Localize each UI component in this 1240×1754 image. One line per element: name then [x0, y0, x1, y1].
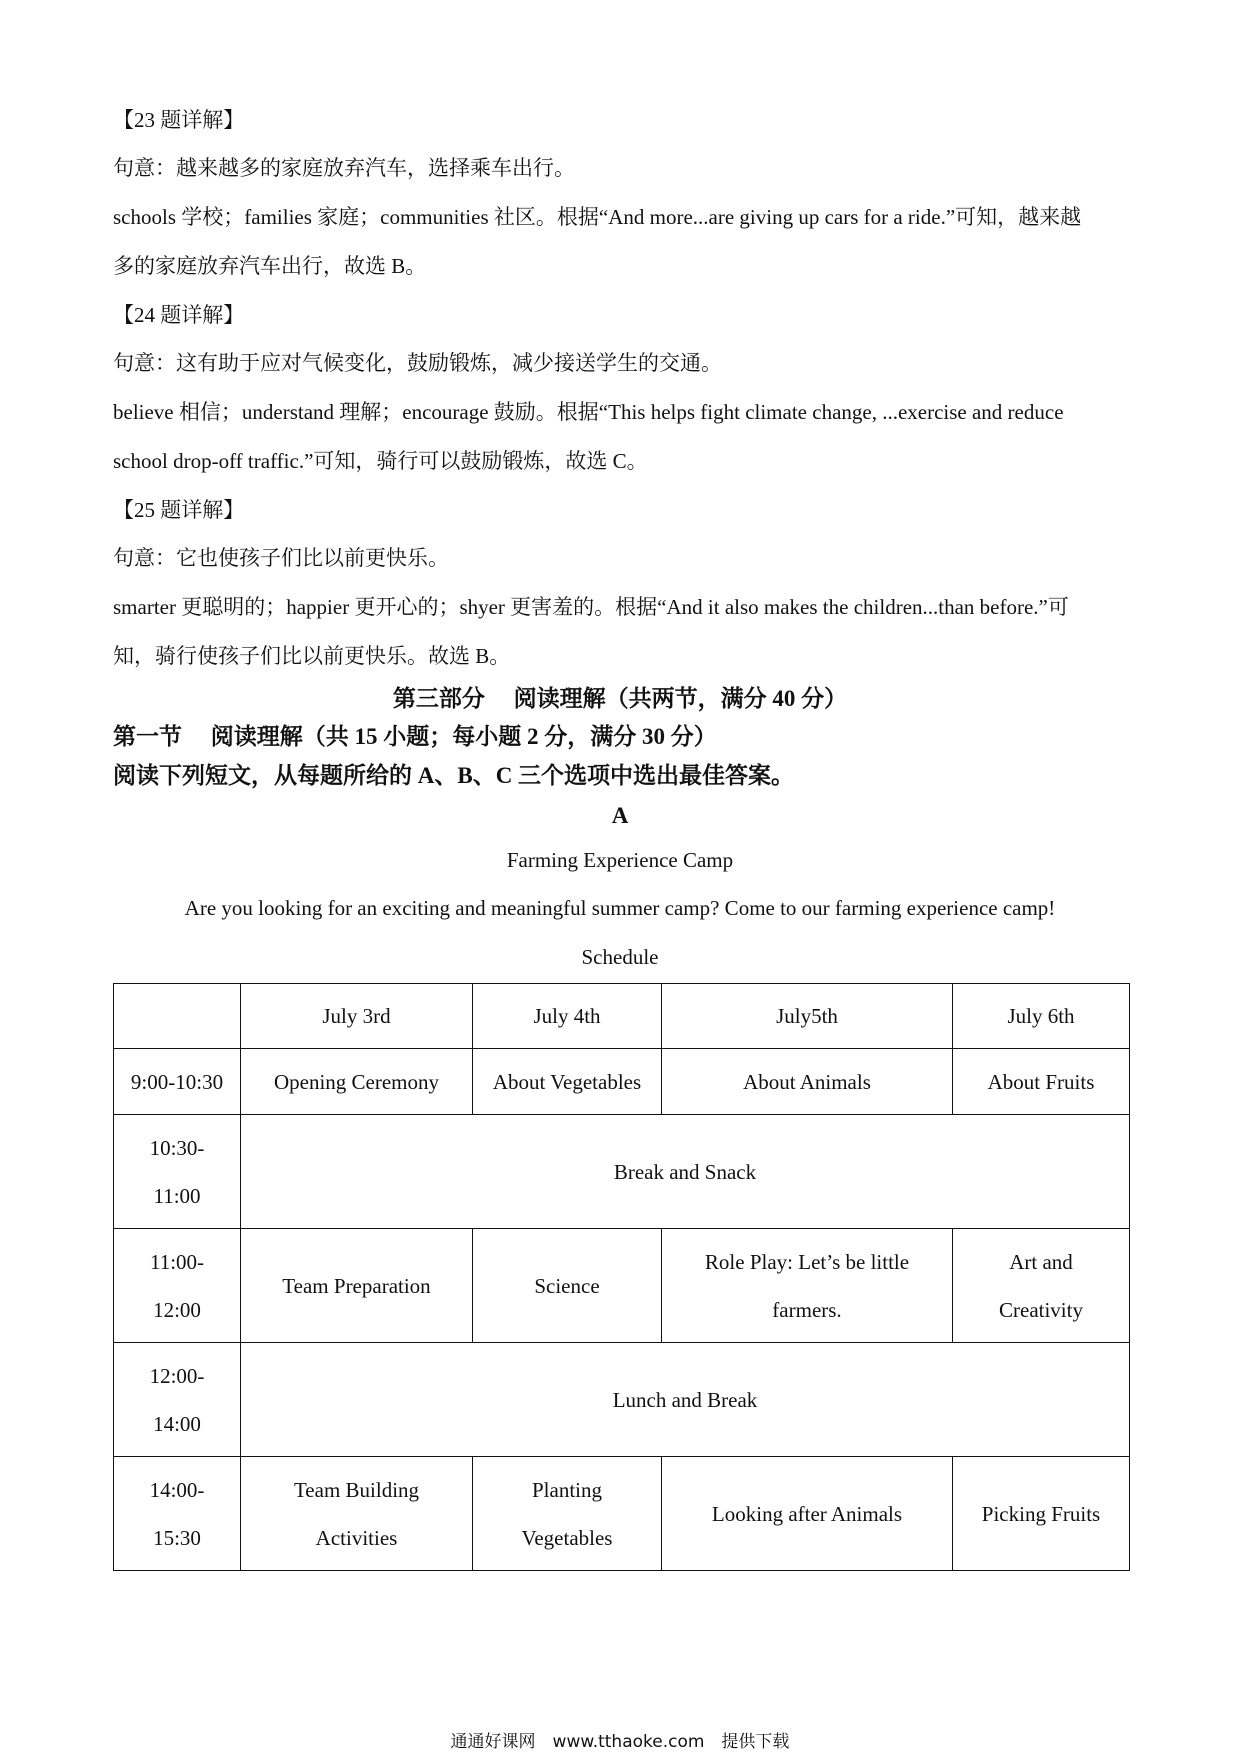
q24-heading: 【24 题详解】 [113, 303, 245, 327]
activity-line: Art and [1009, 1249, 1073, 1274]
activity-cell: About Fruits [953, 1049, 1130, 1115]
time-end: 11:00 [153, 1183, 201, 1208]
activity-cell: Science [473, 1229, 662, 1343]
page-footer: 通通好课网 www.tthaoke.com 提供下载 [450, 1732, 790, 1752]
q23-explanation-line2: 多的家庭放弃汽车出行，故选 B。 [113, 254, 427, 278]
header-cell-july-5th: July5th [662, 984, 953, 1049]
time-start: 10:30- [149, 1135, 205, 1160]
header-cell-empty [114, 984, 241, 1049]
table-row [114, 1229, 1130, 1343]
activity-cell: Team Preparation [241, 1229, 473, 1343]
time-end: 15:30 [153, 1525, 201, 1550]
activity-cell [662, 1229, 953, 1343]
q23-meaning: 句意：越来越多的家庭放弃汽车，选择乘车出行。 [113, 156, 575, 180]
merged-activity-cell: Break and Snack [241, 1115, 1130, 1229]
passage-title: Farming Experience Camp [506, 848, 734, 872]
q24-meaning: 句意：这有助于应对气候变化，鼓励锻炼，减少接送学生的交通。 [113, 351, 722, 375]
activity-cell: Opening Ceremony [241, 1049, 473, 1115]
passage-intro: Are you looking for an exciting and meaningful summer camp? Come to our farming experience camp! [184, 896, 1056, 920]
time-start: 11:00- [149, 1249, 205, 1274]
passage-letter: A [611, 803, 629, 828]
q24-explanation-line2: school drop-off traffic.”可知，骑行可以鼓励锻炼，故选 C。 [113, 449, 648, 473]
time-cell [114, 1457, 241, 1571]
activity-line: Role Play: Let’s be little [704, 1249, 910, 1274]
activity-line: Vegetables [521, 1525, 613, 1550]
activity-cell [953, 1229, 1130, 1343]
q25-heading: 【25 题详解】 [113, 498, 245, 522]
q25-explanation-line2: 知，骑行使孩子们比以前更快乐。故选 B。 [113, 644, 511, 668]
schedule-caption: Schedule [581, 945, 659, 969]
activity-line: farmers. [772, 1297, 842, 1322]
table-row [114, 1115, 1130, 1229]
time-cell [114, 1229, 241, 1343]
time-end: 12:00 [153, 1297, 201, 1322]
activity-cell [241, 1457, 473, 1571]
activity-line: Activities [315, 1525, 398, 1550]
q25-explanation-line1: smarter 更聪明的；happier 更开心的；shyer 更害羞的。根据“And it also makes the children...than before.”可 [113, 595, 1069, 619]
header-cell-july-3rd: July 3rd [241, 984, 473, 1049]
activity-line: Team Building [293, 1477, 420, 1502]
q25-meaning: 句意：它也使孩子们比以前更快乐。 [113, 546, 449, 570]
time-cell [114, 1343, 241, 1457]
activity-line: Creativity [999, 1297, 1083, 1322]
part-title: 第三部分 阅读理解（共两节，满分 40 分） [392, 686, 848, 711]
time-start: 14:00- [149, 1477, 205, 1502]
table-row [114, 1457, 1130, 1571]
activity-cell: Looking after Animals [662, 1457, 953, 1571]
instruction: 阅读下列短文，从每题所给的 A、B、C 三个选项中选出最佳答案。 [113, 763, 795, 788]
q23-heading: 【23 题详解】 [113, 108, 245, 132]
time-cell: 9:00-10:30 [114, 1049, 241, 1115]
time-start: 12:00- [149, 1363, 205, 1388]
header-cell-july-6th: July 6th [953, 984, 1130, 1049]
activity-cell: About Vegetables [473, 1049, 662, 1115]
q23-explanation-line1: schools 学校；families 家庭；communities 社区。根据“And more...are giving up cars for a ride.”可知，越来越 [113, 205, 1082, 229]
activity-cell: About Animals [662, 1049, 953, 1115]
table-row [114, 1343, 1130, 1457]
schedule-table [113, 983, 1130, 1571]
merged-activity-cell: Lunch and Break [241, 1343, 1130, 1457]
activity-cell [473, 1457, 662, 1571]
table-row [114, 1049, 1130, 1115]
time-end: 14:00 [153, 1411, 201, 1436]
header-cell-july-4th: July 4th [473, 984, 662, 1049]
q24-explanation-line1: believe 相信；understand 理解；encourage 鼓励。根据“This helps fight climate change, ...exercise and reduce [113, 400, 1064, 424]
section-title: 第一节 阅读理解（共 15 小题；每小题 2 分，满分 30 分） [113, 724, 717, 749]
time-cell [114, 1115, 241, 1229]
activity-line: Planting [531, 1477, 602, 1502]
activity-cell: Picking Fruits [953, 1457, 1130, 1571]
table-row [114, 984, 1130, 1049]
